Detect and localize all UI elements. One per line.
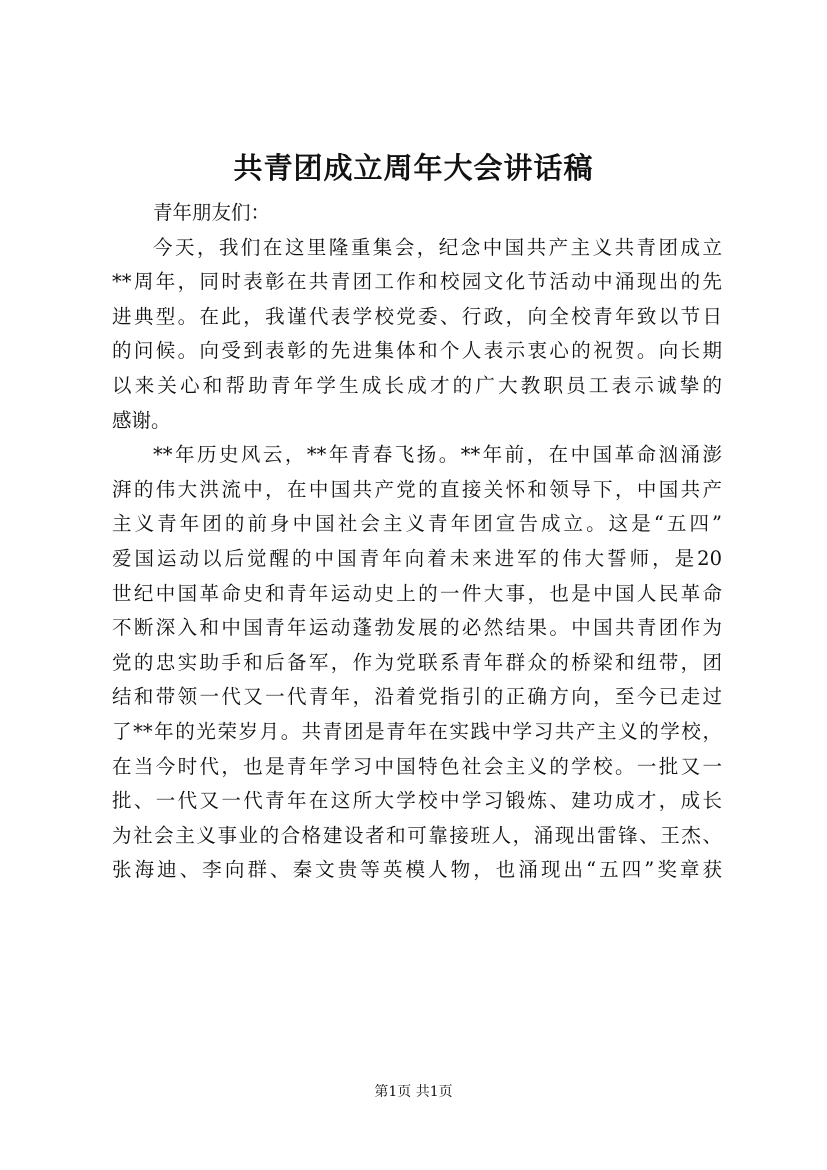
paragraph-line: 湃的伟大洪流中，在中国共产党的直接关怀和领导下，中国共产 [112, 477, 722, 501]
paragraph-line: **年历史风云，**年青春飞扬。**年前，在中国革命汹涌澎 [153, 443, 722, 467]
paragraph-line: 张海迪、李向群、秦文贵等英模人物，也涌现出“五四”奖章获 [112, 858, 722, 882]
paragraph-line: 党的忠实助手和后备军，作为党联系青年群众的桥梁和纽带，团 [112, 650, 722, 674]
paragraph-line: 感谢。 [112, 408, 171, 432]
paragraph-line: 结和带领一代又一代青年，沿着党指引的正确方向，至今已走过 [112, 685, 722, 709]
document-body [112, 196, 722, 888]
paragraph-line: 爱国运动以后觉醒的中国青年向着未来进军的伟大誓师，是20 [112, 546, 722, 570]
document-title: 共青团成立周年大会讲话稿 [233, 151, 594, 185]
paragraph-line: 了**年的光荣岁月。共青团是青年在实践中学习共产主义的学校， [112, 719, 722, 743]
greeting: 青年朋友们： [153, 201, 271, 224]
paragraph-line: 为社会主义事业的合格建设者和可靠接班人，涌现出雷锋、王杰、 [112, 823, 722, 847]
paragraph-line: 进典型。在此，我谨代表学校党委、行政，向全校青年致以节日 [112, 304, 722, 328]
paragraph-line: 世纪中国革命史和青年运动史上的一件大事，也是中国人民革命 [112, 581, 722, 605]
paragraph-line: **周年，同时表彰在共青团工作和校园文化节活动中涌现出的先 [112, 270, 722, 294]
paragraph-1 [112, 231, 722, 439]
paragraph-2 [112, 438, 722, 888]
page-footer: 第1页 共1页 [374, 1084, 453, 1100]
paragraph-line: 在当今时代，也是青年学习中国特色社会主义的学校。一批又一 [112, 754, 722, 778]
paragraph-line: 批、一代又一代青年在这所大学校中学习锻炼、建功成才，成长 [112, 789, 722, 813]
paragraph-line: 不断深入和中国青年运动蓬勃发展的必然结果。中国共青团作为 [112, 616, 722, 640]
paragraph-line: 主义青年团的前身中国社会主义青年团宣告成立。这是“五四” [112, 512, 722, 536]
paragraph-line: 以来关心和帮助青年学生成长成才的广大教职员工表示诚挚的 [112, 373, 722, 397]
paragraph-line: 今天，我们在这里隆重集会，纪念中国共产主义共青团成立 [153, 235, 722, 259]
paragraph-line: 的问候。向受到表彰的先进集体和个人表示衷心的祝贺。向长期 [112, 339, 722, 363]
